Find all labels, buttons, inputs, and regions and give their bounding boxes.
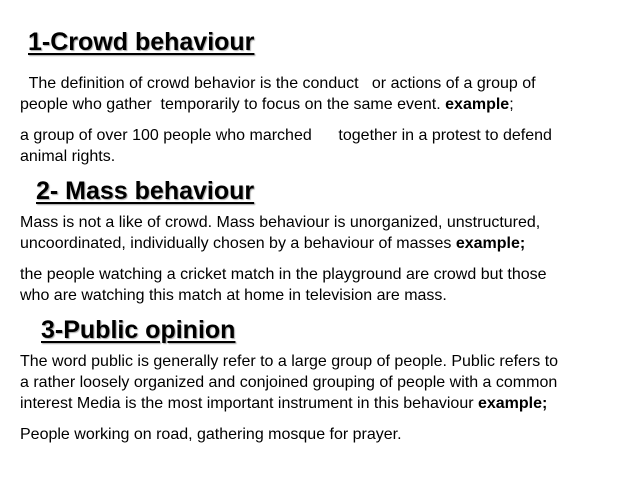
text-line [20, 94, 620, 115]
text-line [20, 393, 620, 414]
text-line: the people watching a cricket match in the playground are crowd but those [20, 266, 547, 283]
paragraph-public-definition [20, 351, 620, 414]
paragraph-mass-example [20, 264, 620, 306]
text-line: animal rights. [20, 148, 116, 165]
paragraph-public-example [20, 424, 620, 445]
heading-crowd-behaviour: 1-Crowd behaviour [28, 28, 255, 56]
text-segment: uncoordinated, individually chosen by a behaviour of masses [20, 235, 456, 252]
text-line: People working on road, gathering mosque for prayer. [20, 426, 402, 443]
example-punctuation: ; [509, 96, 514, 113]
text-line: a rather loosely organized and conjoined grouping of people with a common [20, 374, 558, 391]
text-segment: interest Media is the most important instrument in this behaviour [20, 395, 478, 412]
example-label: example; [455, 235, 526, 252]
text-line: who are watching this match at home in television are mass. [20, 287, 447, 304]
text-segment: people who gather temporarily to focus on the same event. [20, 96, 446, 113]
heading-mass-behaviour: 2- Mass behaviour [36, 177, 255, 205]
heading-public-opinion: 3-Public opinion [41, 316, 236, 344]
text-line: Mass is not a like of crowd. Mass behaviour is unorganized, unstructured, [20, 214, 541, 231]
paragraph-crowd-example [20, 125, 620, 167]
text-line: a group of over 100 people who marched together in a protest to defend [20, 127, 552, 144]
example-label: example; [477, 395, 548, 412]
text-line [20, 233, 620, 254]
text-line: The definition of crowd behavior is the conduct or actions of a group of [20, 75, 536, 92]
example-label: example [445, 96, 510, 113]
paragraph-crowd-definition [20, 73, 620, 115]
text-line: The word public is generally refer to a large group of people. Public refers to [20, 353, 559, 370]
paragraph-mass-definition [20, 212, 620, 254]
